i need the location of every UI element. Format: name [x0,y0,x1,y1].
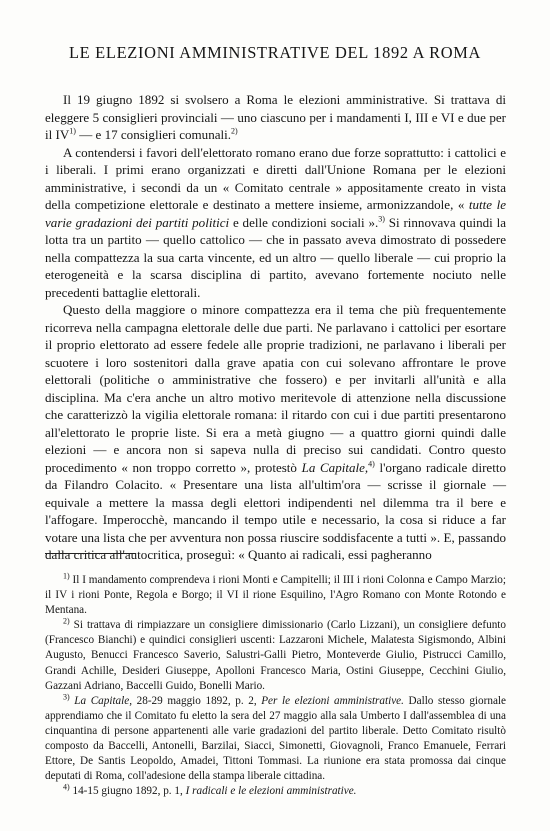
footnote-2-number: 2) [63,616,70,626]
footnote-1-number: 1) [63,571,70,581]
paragraph-3 [45,301,506,564]
footnote-3-number: 3) [63,692,70,702]
footnote-3-newspaper-italic: La Capitale, [74,694,133,707]
footnote-3-citation: 28-29 maggio 1892, p. 2, [132,694,262,707]
paragraph-1-text-a: Il 19 giugno 1892 si svolsero a Roma le elezioni amministrative. Si trattava di eleggere 5 consiglieri provinciali — uno ciascuno per i mandamenti I, III e VI e due per il IV [45,92,506,142]
paragraph-2-text-b: e delle condizioni sociali ». [229,214,379,230]
footnote-4-citation: 14-15 giugno 1892, p. 1, [69,785,186,798]
paragraph-1 [45,91,506,144]
page-title: LE ELEZIONI AMMINISTRATIVE DEL 1892 A ROMA [68,43,482,62]
footnotes [45,573,506,799]
footnote-ref-1: 1) [69,126,76,136]
paragraph-2-text-c: Si rinnovava quindi la lotta tra un partito — quello cattolico — che in passato aveva dimostrato di possedere nella compattezza la sua carta vincente, ed un altro — quello liberale — cui proprio la eterogeneità e la scarsa disciplina di partito, avevano fortemente nociuto nelle precedenti battaglie elettorali. [45,214,506,300]
paragraph-2-quote-italic: tutte le varie gradazioni dei partiti politici [45,197,506,230]
footnote-1-text: Il I mandamento comprendeva i rioni Monti e Campitelli; il III i rioni Colonna e Campo Marzio; il IV i rioni Ponte, Regola e Borgo; il VI il rione Esquilino, l'Agro Romano con Monte Rotondo e Mentana. [45,574,506,617]
body-text [45,91,506,564]
footnote-2 [45,618,506,693]
footnote-2-text: Si trattava di rimpiazzare un consigliere dimissionario (Carlo Lizzani), un consigliere defunto (Francesco Bianchi) e quindici consiglieri uscenti: Lazzaroni Michele, Malatesta Sigismondo, Albini Augusto, Benucci Francesco Saverio, Salustri-Galli Pietro, Monteverde Giulio, Pistrucci Camillo, Grandi Achille, Desideri Giuseppe, Apolloni Francesco Maria, Ostini Giuseppe, Cecchini Giulio, Gazzani Adriano, Baccelli Guido, Bonelli Mario. [45,619,506,692]
paragraph-2-text-a: A contendersi i favori dell'elettorato romano erano due forze soprattutto: i cattolici e i liberali. I primi erano organizzati e diretti dall'Unione Romana per le elezioni amministrative, i secondi da un « Comitato centrale » appositamente creato in vista della competizione elettorale e destinato a mettere insieme, armonizzandole, « [45,144,506,212]
footnote-ref-2: 2) [231,126,238,136]
paragraph-3-text-b: l'organo radicale diretto da Filandro Colacito. « Presentare una lista all'ultim'ora — scrisse il giornale — equivale a mettere la massa degli elettori indipendenti nel dilemma tra il bere e l'affogare. Imperocchè, mancando il tempo utile e necessario, la cosa si riduce a far votare una lista che per avventura non possa riuscire soddisfacente a tutti ». E, passando dalla critica all'autocritica, proseguì: « Quanto ai radicali, essi pagheranno [45,459,506,562]
footnote-4-number: 4) [63,782,70,792]
footnote-3 [45,694,506,785]
footnote-1 [45,573,506,618]
footnote-ref-3: 3) [378,214,385,224]
paragraph-2 [45,144,506,302]
footnote-3-text: Dallo stesso giornale apprendiamo che il Comitato fu eletto la sera del 27 maggio alla sala Umberto I dall'assemblea di una cinquantina di persone appartenenti alle varie gradazioni del partito liberale. Detto Comitato risultò composto da Baccelli, Antonelli, Barzilai, Siacci, Simonetti, Giovagnoli, Franco Emanuele, Ferrari Ettore, De Santis Leopoldo, Amadei, Tittoni Tommasi. La riunione era stata promossa dai cinque deputati di Roma, coll'adesione della stampa liberale cittadina. [45,694,506,783]
footnote-3-article-italic: Per le elezioni amministrative. [261,694,404,707]
paragraph-3-newspaper-italic: La Capitale, [301,459,369,475]
paragraph-3-text-a: Questo della maggiore o minore compattezza era il tema che più frequentemente ricorreva nella campagna elettorale delle due parti. Ne parlavano i cattolici per esortare il proprio elettorato ad essere fedele alle proprie tradizioni, ne parlavano i liberali per scuotere i loro sostenitori dalla grave apatia con cui solevano affrontare le prove elettorali (politiche o amministrative che fossero) e per invitarli all'unità e alla disciplina. Ma c'era anche un altro motivo meritevole di attenzione nella discussione che caratterizzò la vigilia elettorale romana: il ritardo con cui i due partiti presentarono all'elettorato le proprie liste. Si era a metà giugno — a quattro giorni quindi dalle elezioni — e ancora non si sapeva nulla di preciso sui candidati. Contro questo procedimento « non troppo corretto », protestò [45,302,506,475]
footnote-ref-4: 4) [368,459,375,469]
footnote-4-article-italic: I radicali e le elezioni amministrative. [185,785,357,798]
footnote-4 [45,784,506,799]
paragraph-1-text-b: — e 17 consiglieri comunali. [75,127,232,142]
footnote-divider [45,553,135,554]
